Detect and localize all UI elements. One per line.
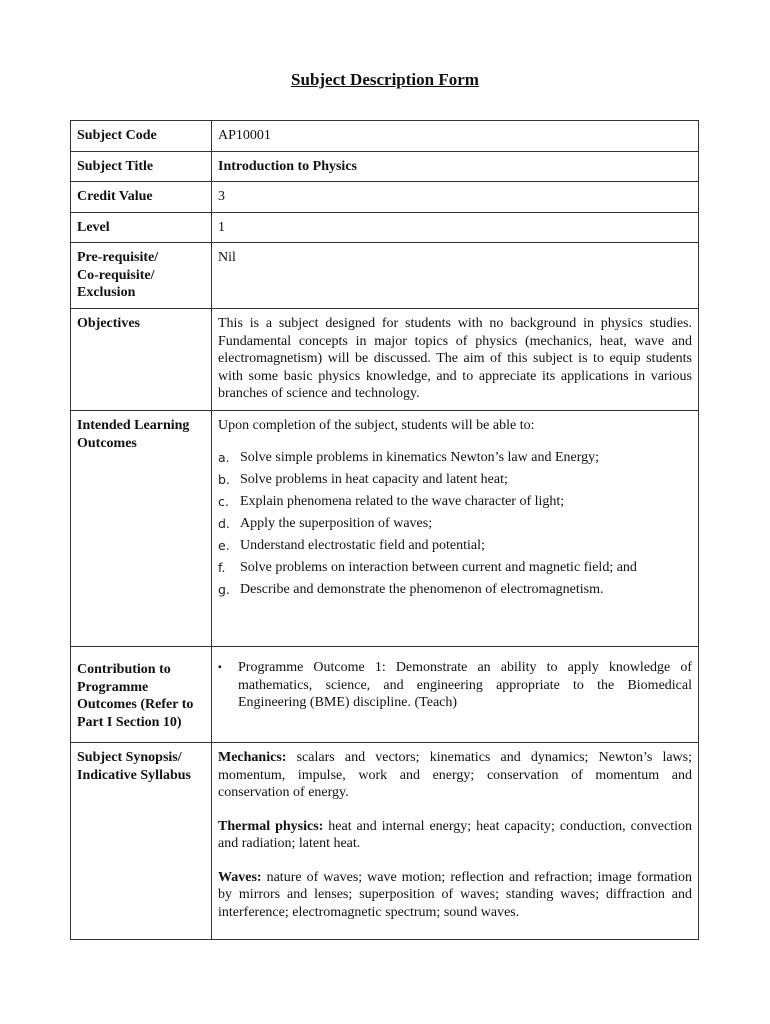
ilo-label-line: Outcomes bbox=[77, 435, 137, 451]
programme-outcome-item bbox=[218, 659, 692, 712]
list-item bbox=[218, 491, 692, 513]
contribution-label-line: Outcomes (Refer to bbox=[77, 697, 194, 712]
credit-value-label: Credit Value bbox=[71, 182, 212, 213]
row-ilo bbox=[71, 411, 699, 647]
row-level bbox=[71, 212, 699, 243]
prerequisite-label-line: Pre-requisite/ bbox=[77, 250, 159, 265]
synopsis-label bbox=[71, 743, 212, 940]
synopsis-paragraph-mechanics bbox=[218, 749, 692, 802]
prerequisite-label bbox=[71, 243, 212, 309]
list-item bbox=[218, 513, 692, 535]
paragraph-heading: Mechanics: bbox=[218, 750, 287, 765]
paragraph-heading: Waves: bbox=[218, 869, 262, 885]
programme-outcome-text: Programme Outcome 1: Demonstrate an ability to apply knowledge of mathematics, science, and engineering appropriate to the Biomedical Engineering (BME) discipline. (Teach) bbox=[238, 660, 692, 710]
exclusion-label-line: Exclusion bbox=[77, 285, 136, 300]
list-item-text: Apply the superposition of waves; bbox=[240, 515, 433, 531]
objectives-value: This is a subject designed for students with no background in physics studies. Fundamental concepts in major topics of physics (mechanics, heat, wave and electromagnetism) will be discussed. The aim of this subject is to equip students with some basic physics knowledge, and to appreciate its applications in various branches of science and technology. bbox=[212, 309, 699, 411]
paragraph-text: heat and internal energy; heat capacity; conduction, convection and radiation; latent heat. bbox=[218, 818, 692, 851]
list-item bbox=[218, 469, 692, 491]
ilo-label-line: Intended Learning bbox=[77, 418, 190, 433]
synopsis-content bbox=[212, 743, 699, 940]
list-marker: e. bbox=[218, 537, 230, 553]
paragraph-text: nature of waves; wave motion; reflection and refraction; image formation by mirrors and lenses; superposition of waves; standing waves; diffraction and interference; electromagnetic spectrum; sound waves. bbox=[218, 869, 692, 920]
list-item bbox=[218, 579, 692, 601]
subject-title-label: Subject Title bbox=[71, 151, 212, 182]
row-subject-code bbox=[71, 121, 699, 152]
subject-title-value: Introduction to Physics bbox=[212, 151, 699, 182]
objectives-label: Objectives bbox=[71, 309, 212, 411]
contribution-content bbox=[212, 647, 699, 743]
list-marker: g. bbox=[218, 581, 230, 597]
paragraph-text: scalars and vectors; kinematics and dynamics; Newton’s laws; momentum, impulse, work and energy; conservation of momentum and conservation of energy. bbox=[218, 750, 692, 800]
list-item bbox=[218, 557, 692, 579]
ilo-intro: Upon completion of the subject, students will be able to: bbox=[218, 418, 535, 433]
subject-description-table bbox=[70, 120, 699, 940]
contribution-label-line: Contribution to bbox=[77, 662, 171, 677]
list-item-text: Solve problems on interaction between current and magnetic field; and bbox=[240, 559, 637, 575]
subject-code-label: Subject Code bbox=[71, 121, 212, 152]
level-label: Level bbox=[71, 212, 212, 243]
ilo-content bbox=[212, 411, 699, 647]
row-prerequisite bbox=[71, 243, 699, 309]
paragraph-heading: Thermal physics: bbox=[218, 818, 324, 834]
row-objectives bbox=[71, 309, 699, 411]
list-item bbox=[218, 447, 692, 469]
row-credit-value bbox=[71, 182, 699, 213]
contribution-label bbox=[71, 647, 212, 743]
square-bullet-icon: ▪ bbox=[218, 662, 222, 673]
subject-code-value: AP10001 bbox=[212, 121, 699, 152]
list-item-text: Solve problems in heat capacity and latent heat; bbox=[240, 471, 508, 487]
synopsis-paragraph-thermal bbox=[218, 818, 692, 853]
row-contribution bbox=[71, 647, 699, 743]
list-marker: d. bbox=[218, 515, 230, 531]
list-marker: c. bbox=[218, 493, 229, 509]
row-subject-title bbox=[71, 151, 699, 182]
list-marker: a. bbox=[218, 449, 230, 465]
row-synopsis bbox=[71, 743, 699, 940]
list-item-text: Describe and demonstrate the phenomenon of electromagnetism. bbox=[240, 581, 604, 597]
synopsis-label-line: Subject Synopsis/ bbox=[77, 750, 182, 765]
list-item-text: Explain phenomena related to the wave character of light; bbox=[240, 493, 565, 509]
list-item-text: Understand electrostatic field and potential; bbox=[240, 537, 485, 553]
list-marker: b. bbox=[218, 471, 230, 487]
ilo-label bbox=[71, 411, 212, 647]
contribution-label-line: Programme bbox=[77, 679, 149, 695]
list-item-text: Solve simple problems in kinematics Newton’s law and Energy; bbox=[240, 449, 600, 465]
prerequisite-value: Nil bbox=[212, 243, 699, 309]
contribution-label-line: Part I Section 10) bbox=[77, 714, 182, 730]
corequisite-label-line: Co-requisite/ bbox=[77, 267, 155, 283]
ilo-list bbox=[218, 447, 692, 601]
credit-value-value: 3 bbox=[212, 182, 699, 213]
level-value: 1 bbox=[212, 212, 699, 243]
synopsis-label-line: Indicative Syllabus bbox=[77, 767, 191, 783]
synopsis-paragraph-waves bbox=[218, 869, 692, 922]
list-item bbox=[218, 535, 692, 557]
list-marker: f. bbox=[218, 559, 226, 575]
page-title: Subject Description Form bbox=[291, 70, 479, 89]
